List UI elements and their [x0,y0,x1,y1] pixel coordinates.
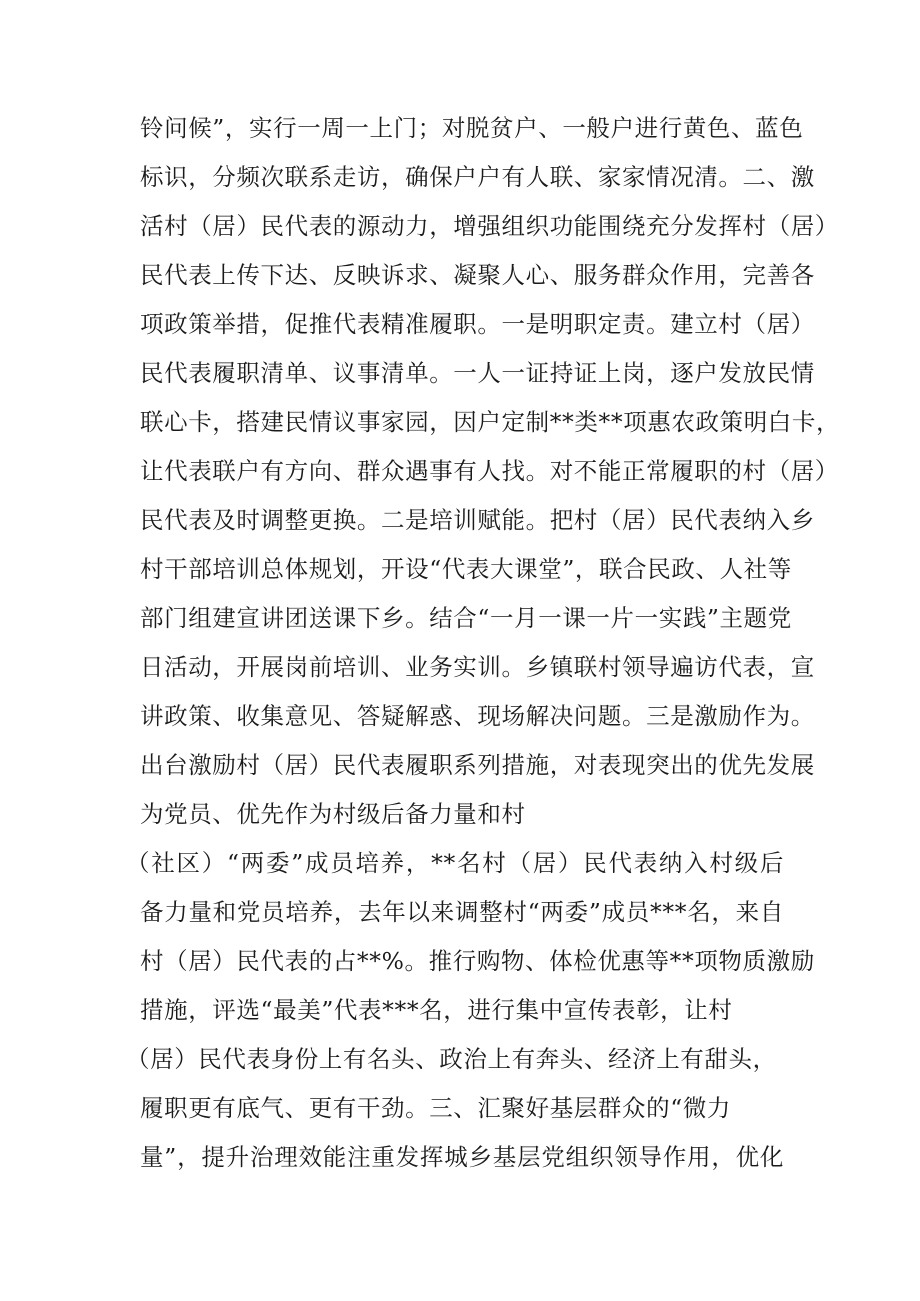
text-line: 村（居）民代表的占**%。推行购物、体检优惠等**项物质激励 [140,947,815,975]
text-line: 铃问候”，实行一周一上门；对脱贫户、一般户进行黄色、蓝色 [140,114,804,142]
text-line: 部门组建宣讲团送课下乡。结合“一月一课一片一实践”主题党 [140,604,792,632]
text-line: 标识，分频次联系走访，确保户户有人联、家家情况清。二、激 [140,163,815,191]
text-line: 活村（居）民代表的源动力，增强组织功能围绕充分发挥村（居） [140,212,839,240]
text-line: 措施，评选“最美”代表***名，进行集中宣传表彰，让村 [140,996,733,1024]
text-line: 村干部培训总体规划，开设“代表大课堂”，联合民政、人社等 [140,555,792,583]
text-line: 项政策举措，促推代表精准履职。一是明职定责。建立村（居） [140,310,815,338]
text-line: 日活动，开展岗前培训、业务实训。乡镇联村领导遍访代表，宣 [140,653,815,681]
text-line: 为党员、优先作为村级后备力量和村 [140,800,526,828]
text-line: 让代表联户有方向、群众遇事有人找。对不能正常履职的村（居） [140,457,839,485]
text-line: 民代表履职清单、议事清单。一人一证持证上岗，逐户发放民情 [140,359,815,387]
text-line: （社区）“两委”成员培养，**名村（居）民代表纳入村级后 [126,849,784,877]
text-line: （居）民代表身份上有名头、政治上有奔头、经济上有甜头， [126,1045,777,1073]
text-line: 民代表上传下达、反映诉求、凝聚人心、服务群众作用，完善各 [140,261,815,289]
text-line: 民代表及时调整更换。二是培训赋能。把村（居）民代表纳入乡 [140,506,815,534]
text-line: 出台激励村（居）民代表履职系列措施，对表现突出的优先发展 [140,751,815,779]
text-line: 履职更有底气、更有干劲。三、汇聚好基层群众的“微力 [140,1094,732,1122]
text-line: 备力量和党员培养，去年以来调整村“两委”成员***名，来自 [140,898,784,926]
text-line: 讲政策、收集意见、答疑解惑、现场解决问题。三是激励作为。 [140,702,815,730]
text-line: 量”，提升治理效能注重发挥城乡基层党组织领导作用，优化 [140,1143,784,1171]
text-line: 联心卡，搭建民情议事家园，因户定制**类**项惠农政策明白卡， [140,408,841,436]
